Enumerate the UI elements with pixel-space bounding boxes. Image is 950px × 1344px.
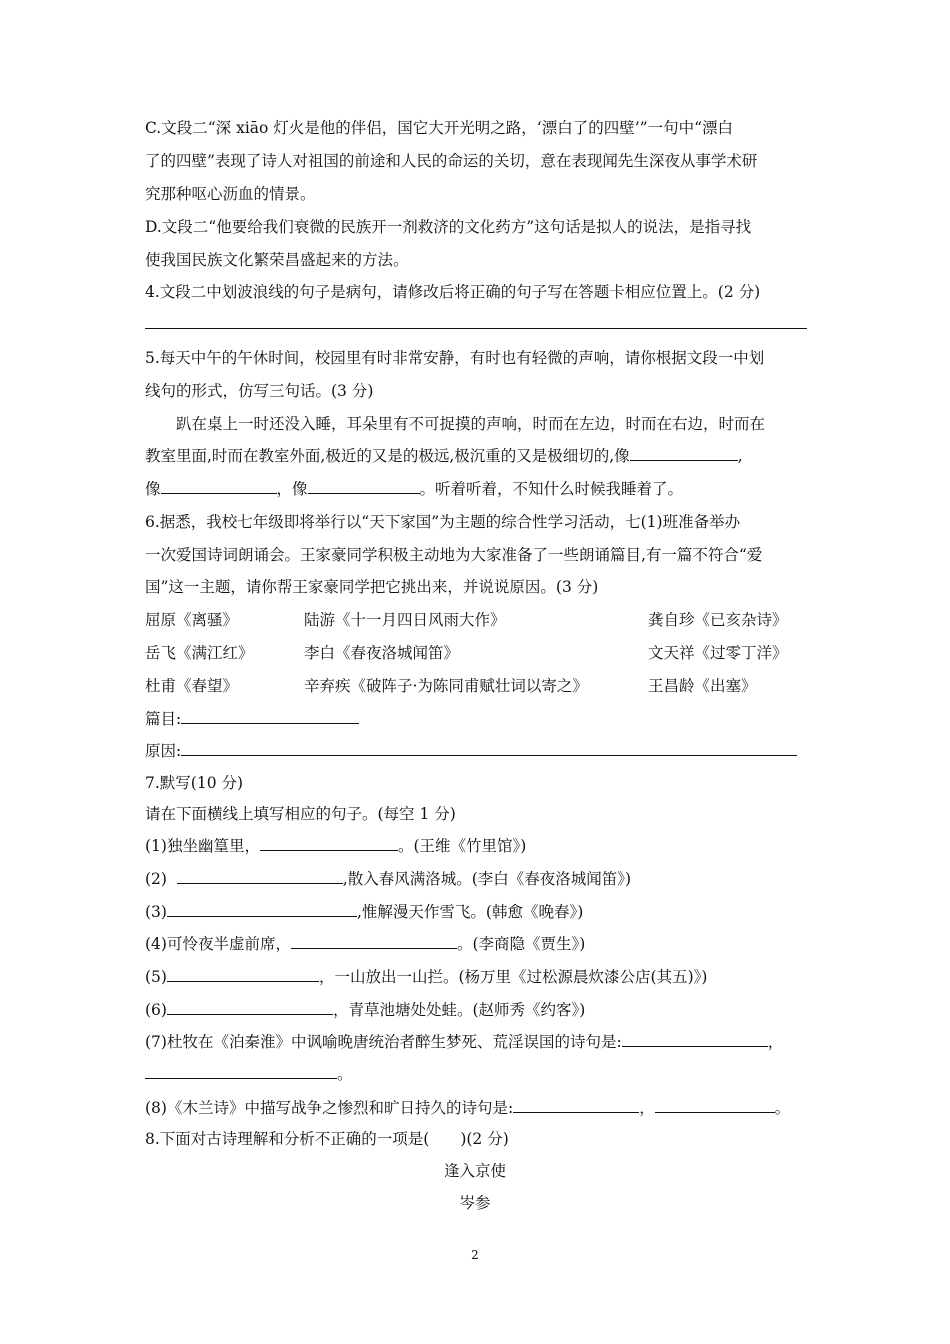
item-text: (3) xyxy=(145,903,167,921)
item-text: (4)可怜夜半虚前席， xyxy=(145,935,291,953)
blank-7-1[interactable] xyxy=(260,836,398,851)
answer-line-q4[interactable] xyxy=(145,328,807,329)
poem-item: 李白《春夜洛城闻笛》 xyxy=(304,644,460,662)
question-5-passage-3 xyxy=(145,479,683,499)
blank-7-4[interactable] xyxy=(291,934,457,949)
option-c-line-1: C.文段二“深 xiāo 灯火是他的伴侣，国它大开光明之路，‘漂白了的四壁’”一句中“漂白 xyxy=(145,119,733,137)
question-8: 8.下面对古诗理解和分析不正确的一项是( )(2 分) xyxy=(145,1130,509,1148)
item-text: ， xyxy=(767,1033,784,1051)
passage-text: 。听着听着，不知什么时候我睡着了。 xyxy=(419,480,684,498)
blank-7-8b[interactable] xyxy=(655,1098,775,1113)
poem-item: 文天祥《过零丁洋》 xyxy=(648,644,788,662)
item-text: (2) xyxy=(145,870,167,888)
dictation-item-8 xyxy=(145,1098,790,1118)
answer-reason-row xyxy=(145,741,797,761)
question-6-line-3: 国”这一主题，请你帮王家豪同学把它挑出来，并说说原因。(3 分) xyxy=(145,578,599,596)
page-number: 2 xyxy=(471,1248,479,1262)
item-text: (6) xyxy=(145,1001,167,1019)
poem-author: 岑参 xyxy=(459,1194,491,1212)
blank-7-8a[interactable] xyxy=(513,1098,639,1113)
poem-item: 杜甫《春望》 xyxy=(145,677,239,695)
poem-item: 龚自珍《已亥杂诗》 xyxy=(648,611,788,629)
passage-text: 像 xyxy=(145,480,161,498)
answer-title-row xyxy=(145,709,359,729)
item-text: ,散入春风满洛城。(李白《春夜洛城闻笛》) xyxy=(342,870,632,888)
passage-text: ，像 xyxy=(276,480,308,498)
question-4: 4.文段二中划波浪线的句子是病句，请修改后将正确的句子写在答题卡相应位置上。(2 分) xyxy=(145,283,761,301)
item-text: 。(王维《竹里馆》) xyxy=(397,837,527,855)
question-5-passage-2: 教室里面,时而在教室外面,极近的又是的极远,极沉重的又是极细切的,像 , xyxy=(145,447,743,465)
dictation-item-1 xyxy=(145,836,526,856)
item-text: ，一山放出一山拦。(杨万里《过松源晨炊漆公店(其五)》) xyxy=(318,968,708,986)
blank-title[interactable] xyxy=(181,709,359,724)
title-label: 篇目: xyxy=(145,710,182,728)
question-5-line-2: 线句的形式，仿写三句话。(3 分) xyxy=(145,382,374,400)
blank-7-3[interactable] xyxy=(167,902,357,917)
option-d-line-2: 使我国民族文化繁荣昌盛起来的方法。 xyxy=(145,251,409,269)
item-text: ， xyxy=(639,1099,655,1117)
item-text: 。 xyxy=(337,1065,353,1083)
dictation-item-4 xyxy=(145,934,585,954)
question-5-line-1: 5.每天中午的午休时间，校园里有时非常安静，有时也有轻微的声响，请你根据文段一中划 xyxy=(145,349,765,367)
poem-item: 陆游《十一月四日风雨大作》 xyxy=(304,611,506,629)
item-text: ，青草池塘处处蛙。(赵师秀《约客》) xyxy=(332,1001,586,1019)
dictation-item-2 xyxy=(145,869,631,889)
dictation-item-7 xyxy=(145,1032,783,1052)
option-d-line-1: D.文段二“他要给我们衰微的民族开一剂救济的文化药方”这句话是拟人的说法，是指寻找 xyxy=(145,218,752,236)
blank-q5-1[interactable] xyxy=(630,446,738,461)
item-text: (7)杜牧在《泊秦淮》中讽喻晚唐统治者醉生梦死、荒淫误国的诗句是: xyxy=(145,1033,622,1051)
blank-7-7a[interactable] xyxy=(622,1032,768,1047)
option-c-line-3: 究那种呕心沥血的情景。 xyxy=(145,185,316,203)
item-text: ,惟解漫天作雪飞。(韩愈《晚春》) xyxy=(356,903,584,921)
item-text: (8)《木兰诗》中描写战争之惨烈和旷日持久的诗句是: xyxy=(145,1099,514,1117)
dictation-item-7-cont xyxy=(145,1064,353,1084)
reason-label: 原因: xyxy=(145,742,182,760)
poem-item: 辛弃疾《破阵子·为陈同甫赋壮词以寄之》 xyxy=(304,677,588,695)
question-6-line-1: 6.据悉，我校七年级即将举行以“天下家国”为主题的综合性学习活动，七(1)班准备举办 xyxy=(145,513,741,531)
dictation-item-5 xyxy=(145,967,707,987)
question-6-line-2: 一次爱国诗词朗诵会。王家豪同学积极主动地为大家准备了一些朗诵篇目,有一篇不符合“爱 xyxy=(145,546,763,564)
blank-7-2[interactable] xyxy=(177,869,343,884)
poem-item: 岳飞《满江红》 xyxy=(145,644,254,662)
blank-reason[interactable] xyxy=(181,741,797,756)
blank-7-7b[interactable] xyxy=(145,1064,337,1079)
poem-item: 王昌龄《出塞》 xyxy=(648,677,757,695)
item-text: (1)独坐幽篁里， xyxy=(145,837,260,855)
blank-q5-3[interactable] xyxy=(308,479,420,494)
blank-q5-2[interactable] xyxy=(161,479,277,494)
dictation-item-3 xyxy=(145,902,583,922)
item-text: 。 xyxy=(774,1099,791,1117)
question-7-heading: 7.默写(10 分) xyxy=(145,774,244,792)
blank-7-6[interactable] xyxy=(167,1000,333,1015)
passage-text: 教室里面,时而在教室外面,极近的又是的极远,极沉重的又是极细切的,像 xyxy=(145,447,630,465)
blank-7-5[interactable] xyxy=(167,967,319,982)
poem-item: 屈原《离骚》 xyxy=(145,611,239,629)
poem-title: 逢入京使 xyxy=(443,1162,506,1180)
option-c-line-2: 了的四壁”表现了诗人对祖国的前途和人民的命运的关切，意在表现闻先生深夜从事学术研 xyxy=(145,152,758,170)
question-7-instruction: 请在下面横线上填写相应的句子。(每空 1 分) xyxy=(145,805,456,823)
dictation-item-6 xyxy=(145,1000,585,1020)
item-text: (5) xyxy=(145,968,167,986)
item-text: 。(李商隐《贾生》) xyxy=(456,935,586,953)
question-5-passage-1: 趴在桌上一时还没入睡，耳朵里有不可捉摸的声响，时而在左边，时而在右边，时而在 xyxy=(176,415,766,433)
